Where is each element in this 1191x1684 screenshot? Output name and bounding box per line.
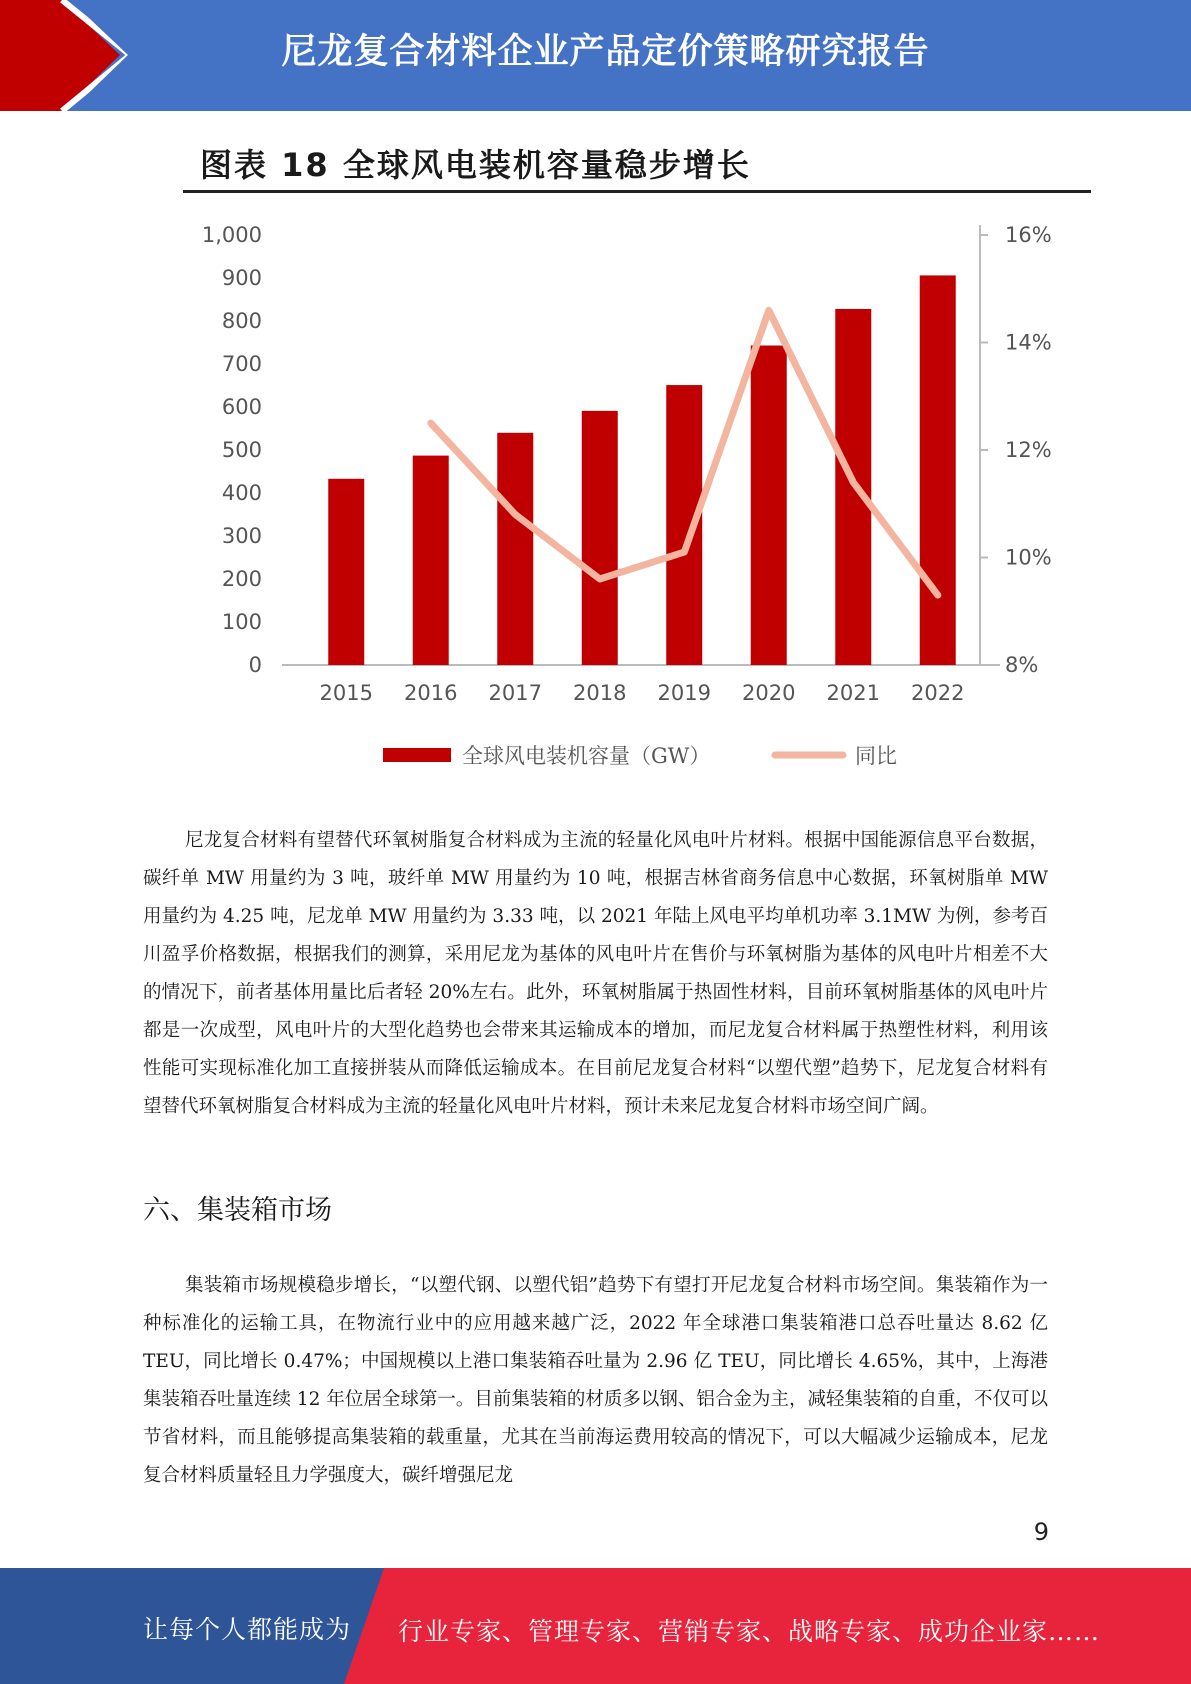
legend-line-label: 同比: [855, 744, 897, 768]
y-left-tick-label: 300: [221, 524, 262, 548]
report-title: 尼龙复合材料企业产品定价策略研究报告: [281, 32, 930, 72]
wind-capacity-chart: [200, 210, 1080, 780]
y-left-tick-label: 1,000: [201, 223, 262, 247]
bar-2017: [497, 433, 533, 665]
x-tick-label: 2020: [742, 681, 796, 705]
y-left-tick-label: 200: [221, 567, 262, 591]
y-left-tick-label: 800: [221, 309, 262, 333]
paragraph-wind-blade: 尼龙复合材料有望替代环氧树脂复合材料成为主流的轻量化风电叶片材料。根据中国能源信息平台数据，碳纤单 MW 用量约为 3 吨，玻纤单 MW 用量约为 10 吨，根据吉林省商务信息中心数据，环氧树脂单 MW 用量约为 4.25 吨，尼龙单 MW 用量约为 3.33 吨，以 2021 年陆上风电平均单机功率 3.1MW 为例，参考百川盈孚价格数据，根据我们的测算，采用尼龙为基体的风电叶片在售价与环氧树脂为基体的风电叶片相差不大的情况下，前者基体用量比后者轻 20%左右。此外，环氧树脂属于热固性材料，目前环氧树脂基体的风电叶片都是一次成型，风电叶片的大型化趋势也会带来其运输成本的增加，而尼龙复合材料属于热塑性材料，利用该性能可实现标准化加工直接拼装从而降低运输成本。在目前尼龙复合材料“以塑代塑”趋势下，尼龙复合材料有望替代环氧树脂复合材料成为主流的轻量化风电叶片材料，预计未来尼龙复合材料市场空间广阔。: [143, 830, 1048, 1117]
y-right-tick-label: 8%: [1005, 653, 1039, 677]
x-tick-label: 2017: [488, 681, 542, 705]
x-tick-label: 2021: [826, 681, 880, 705]
header-bar: [0, 0, 1191, 111]
page-number: 9: [1033, 1518, 1049, 1546]
bar-2022: [920, 275, 956, 665]
x-tick-label: 2016: [404, 681, 458, 705]
x-tick-label: 2018: [573, 681, 627, 705]
figure-title-rule: [183, 190, 1091, 193]
y-right-tick-label: 12%: [1005, 438, 1052, 462]
y-left-tick-label: 700: [221, 352, 262, 376]
x-tick-label: 2022: [911, 681, 965, 705]
y-right-tick-label: 16%: [1005, 223, 1052, 247]
x-tick-label: 2019: [657, 681, 711, 705]
section-heading: 六、集装箱市场: [143, 1195, 332, 1226]
bar-2018: [582, 411, 618, 665]
bar-2016: [413, 456, 449, 665]
bar-2020: [751, 346, 787, 665]
y-right-tick-label: 14%: [1005, 330, 1052, 355]
footer-slogan-right: 行业专家、管理专家、营销专家、战略专家、成功企业家……: [398, 1617, 1101, 1646]
y-left-tick-label: 400: [221, 481, 262, 505]
y-left-tick-label: 0: [248, 653, 262, 677]
legend-bar-swatch: [383, 748, 451, 762]
x-tick-label: 2015: [319, 681, 373, 705]
legend-bar-label: 全球风电装机容量（GW）: [462, 744, 711, 768]
y-right-tick-label: 10%: [1005, 545, 1052, 570]
paragraph-container-market: 集装箱市场规模稳步增长，“以塑代钢、以塑代铝”趋势下有望打开尼龙复合材料市场空间。集装箱作为一种标准化的运输工具，在物流行业中的应用越来越广泛，2022 年全球港口集装箱港口总吞吐量达 8.62 亿 TEU，同比增长 0.47%；中国规模以上港口集装箱吞吐量为 2.96 亿 TEU，同比增长 4.65%，其中，上海港集装箱吞吐量连续 12 年位居全球第一。目前集装箱的材质多以钢、铝合金为主，减轻集装箱的自重，不仅可以节省材料，而且能够提高集装箱的载重量，尤其在当前海运费用较高的情况下，可以大幅减少运输成本，尼龙复合材料质量轻且力学强度大，碳纤增强尼龙: [143, 1275, 1048, 1486]
figure-title: 图表 18 全球风电装机容量稳步增长: [200, 146, 751, 184]
y-left-tick-label: 600: [221, 395, 262, 419]
bar-2015: [328, 479, 364, 665]
y-left-tick-label: 100: [221, 610, 262, 634]
y-left-tick-label: 500: [221, 438, 262, 462]
footer-slogan-left: 让每个人都能成为: [143, 1615, 352, 1644]
y-left-tick-label: 900: [221, 266, 262, 290]
